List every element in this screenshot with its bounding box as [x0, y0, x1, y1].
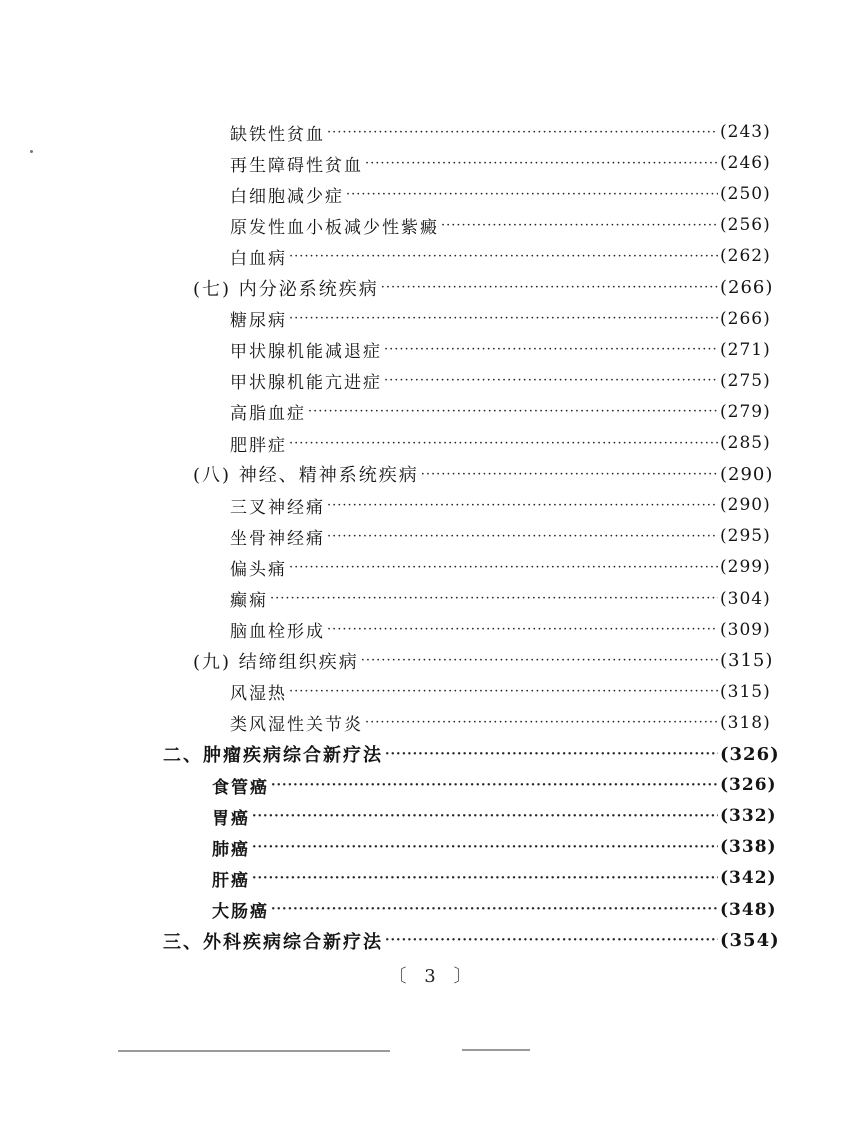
- toc-entry-page: (315): [720, 650, 774, 672]
- toc-entry-title: 癫痫: [230, 591, 268, 611]
- leader-dots: [252, 840, 718, 855]
- toc-entry-page: (279): [720, 401, 771, 422]
- leader-dots: [289, 249, 718, 264]
- toc-entry-page: (326): [720, 775, 777, 796]
- toc-entry[interactable]: [230, 678, 782, 706]
- toc-entry-title: 白细胞减少症: [230, 186, 344, 207]
- toc-entry[interactable]: [230, 242, 782, 270]
- toc-entry[interactable]: [230, 367, 782, 395]
- leader-dots: [289, 436, 718, 451]
- toc-entry[interactable]: [230, 180, 782, 208]
- toc-entry-page: (271): [720, 339, 771, 360]
- toc-section[interactable]: [163, 740, 782, 768]
- leader-dots: [252, 809, 718, 824]
- toc-entry-page: (246): [720, 153, 771, 174]
- scan-artifact-line: [462, 1049, 530, 1051]
- toc-entry-title: 大肠癌: [212, 902, 269, 922]
- toc-subsection[interactable]: [193, 274, 782, 302]
- toc-entry[interactable]: [212, 864, 782, 892]
- toc-entry[interactable]: [212, 833, 782, 861]
- leader-dots: [271, 778, 718, 793]
- toc-entry[interactable]: [230, 491, 782, 519]
- toc-entry-title: 二、肿瘤疾病综合新疗法: [163, 745, 383, 766]
- leader-dots: [327, 125, 718, 140]
- leader-dots: [365, 715, 718, 730]
- toc-entry-title: 三、外科疾病综合新疗法: [163, 931, 383, 953]
- toc-entry[interactable]: [230, 305, 782, 333]
- toc-subsection[interactable]: [193, 460, 782, 488]
- toc-entry-title: 肥胖症: [230, 435, 287, 456]
- toc-entry[interactable]: [230, 336, 782, 364]
- toc-entry[interactable]: [230, 429, 782, 457]
- toc-entry-title: 白血病: [230, 248, 287, 269]
- toc-entry-title: 肝癌: [212, 870, 250, 891]
- toc-entry-page: (309): [720, 619, 771, 640]
- toc-entry[interactable]: [230, 585, 782, 613]
- page-number: 〔 3 〕: [388, 966, 478, 987]
- toc-entry-title: 三叉神经痛: [230, 497, 325, 518]
- toc-entry[interactable]: [230, 149, 782, 177]
- toc-entry-title: 类风湿性关节炎: [230, 715, 363, 736]
- toc-entry-page: (318): [720, 712, 771, 733]
- toc-entry-title: 再生障碍性贫血: [230, 155, 363, 176]
- scan-artifact-line: [118, 1050, 390, 1052]
- leader-dots: [327, 622, 718, 637]
- toc-entry-page: (332): [720, 806, 777, 827]
- toc-entry-title: 糖尿病: [230, 311, 287, 332]
- toc-entry-title: (九) 结缔组织疾病: [193, 651, 359, 673]
- leader-dots: [381, 280, 718, 295]
- toc-entry-page: (266): [720, 308, 771, 329]
- leader-dots: [252, 871, 718, 886]
- leader-dots: [289, 311, 718, 326]
- toc-section[interactable]: [163, 927, 782, 955]
- toc-entry-page: (326): [720, 743, 780, 765]
- toc-entry-title: 肺癌: [212, 839, 250, 860]
- leader-dots: [385, 747, 718, 762]
- toc-entry-page: (266): [720, 277, 774, 298]
- toc-entry[interactable]: [212, 771, 782, 799]
- toc-entry-page: (338): [720, 837, 777, 858]
- toc-entry-page: (285): [720, 433, 771, 453]
- leader-dots: [308, 404, 718, 419]
- toc-entry-page: (275): [720, 370, 771, 391]
- toc-entry-page: (342): [720, 868, 777, 889]
- toc-entry-title: 原发性血小板减少性紫癜: [230, 217, 439, 238]
- toc-entry-page: (256): [720, 215, 771, 236]
- leader-dots: [327, 498, 718, 513]
- toc-entry-page: (250): [720, 184, 771, 205]
- leader-dots: [270, 591, 718, 606]
- toc-entry[interactable]: [212, 802, 782, 830]
- toc-entry[interactable]: [230, 118, 782, 146]
- toc-entry-title: 甲状腺机能亢进症: [230, 373, 382, 394]
- leader-dots: [385, 933, 718, 948]
- toc-entry-page: (354): [720, 930, 780, 952]
- toc-entry-page: (243): [720, 122, 771, 142]
- toc-entry-page: (290): [720, 495, 771, 516]
- toc-entry-page: (295): [720, 526, 771, 547]
- toc-subsection[interactable]: [193, 647, 782, 675]
- toc-entry-title: 风湿热: [230, 684, 287, 705]
- leader-dots: [289, 684, 718, 699]
- toc-entry-title: 高脂血症: [230, 404, 306, 425]
- toc-entry-page: (304): [720, 588, 771, 609]
- toc-entry[interactable]: [230, 616, 782, 644]
- leader-dots: [346, 187, 718, 202]
- toc-entry-title: 脑血栓形成: [230, 622, 325, 643]
- toc-entry[interactable]: [230, 709, 782, 737]
- leader-dots: [271, 902, 718, 917]
- leader-dots: [289, 560, 718, 575]
- leader-dots: [327, 529, 718, 544]
- toc-entry-page: (262): [720, 246, 771, 267]
- toc-entry[interactable]: [230, 398, 782, 426]
- toc-entry-title: (八) 神经、精神系统疾病: [193, 465, 419, 487]
- toc-entry-title: (七) 内分泌系统疾病: [193, 278, 379, 300]
- toc-entry-title: 食管癌: [212, 777, 269, 798]
- toc-entry-title: 坐骨神经痛: [230, 528, 325, 549]
- toc-entry-page: (348): [720, 899, 777, 920]
- toc-entry-page: (290): [720, 463, 774, 485]
- toc-entry-title: 偏头痛: [230, 559, 287, 580]
- scan-speck: [30, 150, 33, 153]
- toc-entry[interactable]: [212, 896, 782, 924]
- leader-dots: [361, 653, 718, 668]
- toc-entry[interactable]: [230, 211, 782, 239]
- toc-entry[interactable]: [230, 522, 782, 550]
- toc-entry-page: (299): [720, 557, 771, 578]
- leader-dots: [384, 342, 718, 357]
- leader-dots: [441, 218, 718, 233]
- leader-dots: [421, 467, 718, 482]
- toc-entry-title: 缺铁性贫血: [230, 124, 325, 145]
- leader-dots: [384, 373, 718, 388]
- toc-entry[interactable]: [230, 553, 782, 581]
- toc-entry-title: 甲状腺机能减退症: [230, 342, 382, 363]
- leader-dots: [365, 156, 718, 171]
- toc-entry-page: (315): [720, 681, 771, 702]
- toc-entry-title: 胃癌: [212, 808, 250, 829]
